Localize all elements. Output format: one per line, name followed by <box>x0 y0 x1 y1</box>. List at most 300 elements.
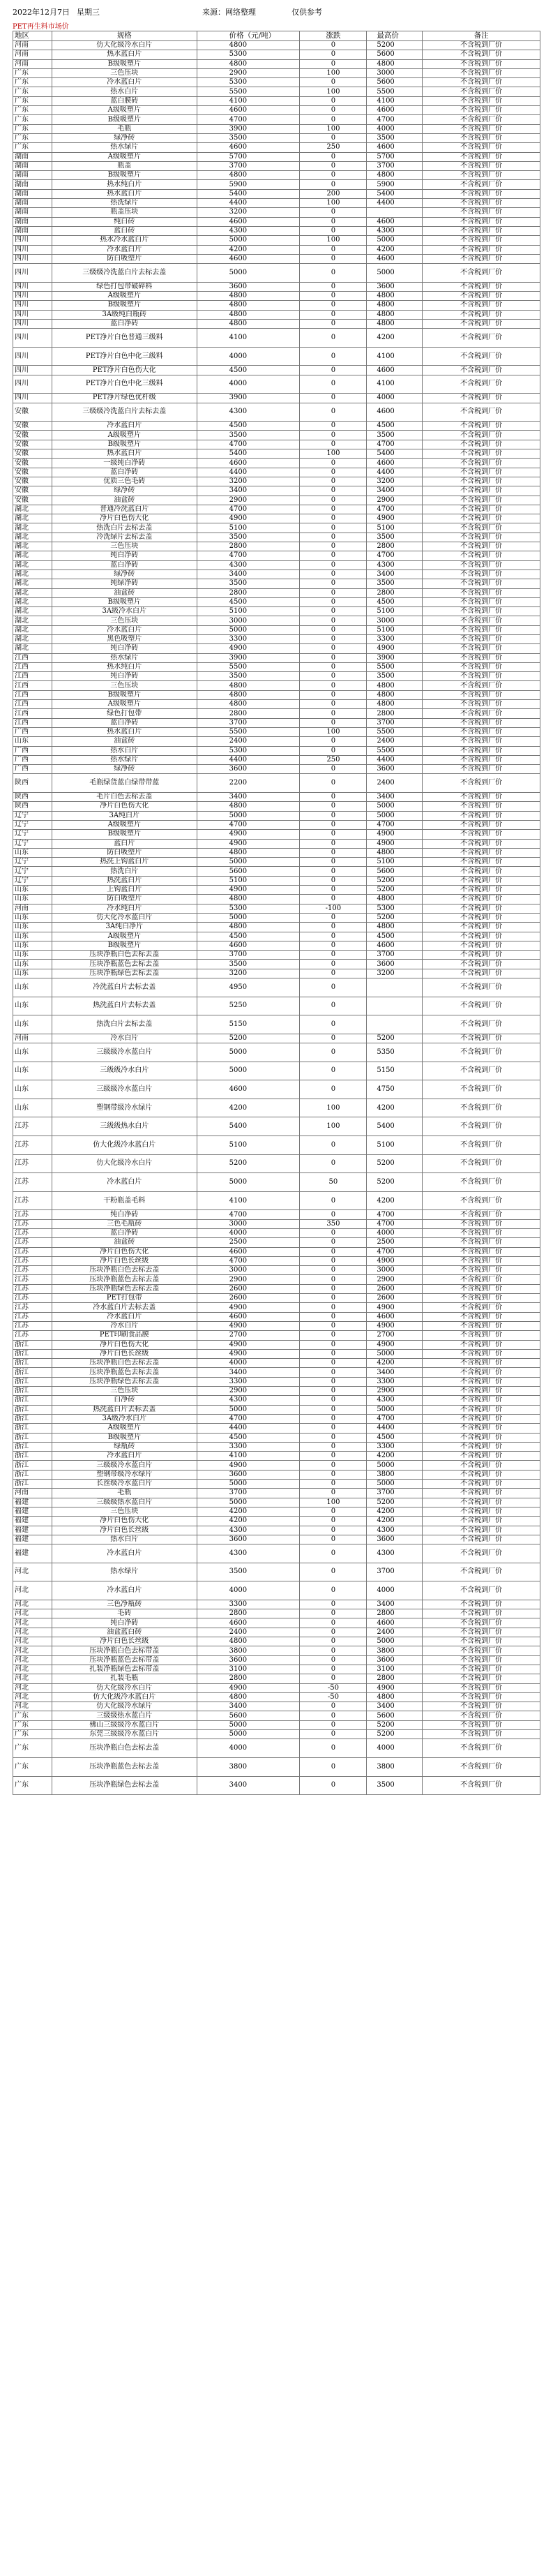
cell-price: 4500 <box>197 422 301 431</box>
cell-max-price: 5100 <box>367 858 423 867</box>
cell-region: 四川 <box>13 394 52 403</box>
cell-spec: 压块净瓶蓝色去标带盖 <box>52 1656 197 1665</box>
cell-change: 0 <box>300 923 367 932</box>
table-row <box>13 904 540 914</box>
cell-max-price: 3400 <box>367 1368 423 1377</box>
table-row <box>13 1443 540 1452</box>
cell-max-price: 2400 <box>367 737 423 746</box>
cell-region: 河北 <box>13 1581 52 1600</box>
cell-region: 四川 <box>13 236 52 245</box>
cell-change: 0 <box>300 1618 367 1628</box>
cell-region: 湖北 <box>13 533 52 542</box>
cell-spec: A级吸塑片 <box>52 153 197 162</box>
cell-region: 江西 <box>13 719 52 728</box>
cell-spec: 冷洗绿片去标去盖 <box>52 533 197 542</box>
table-row <box>13 1331 540 1340</box>
cell-spec: 压块净瓶白色去标去盖 <box>52 951 197 960</box>
table-row <box>13 1220 540 1229</box>
cell-spec: PET打包带 <box>52 1294 197 1303</box>
cell-change: 0 <box>300 440 367 449</box>
cell-change: 0 <box>300 607 367 616</box>
table-row <box>13 765 540 774</box>
cell-remark: 不含税到厂价 <box>423 431 540 440</box>
cell-spec: A级吸塑片 <box>52 821 197 830</box>
cell-region: 四川 <box>13 375 52 394</box>
cell-region: 湖北 <box>13 598 52 607</box>
cell-remark: 不含税到厂价 <box>423 366 540 375</box>
cell-remark: 不含税到厂价 <box>423 106 540 115</box>
cell-max-price: 3400 <box>367 486 423 496</box>
cell-remark: 不含税到厂价 <box>423 1378 540 1387</box>
table-row <box>13 1257 540 1266</box>
cell-spec: 净片白色长丝级 <box>52 1257 197 1266</box>
cell-max-price: 3200 <box>367 969 423 978</box>
cell-change: 0 <box>300 1034 367 1043</box>
cell-price: 5150 <box>197 1015 301 1034</box>
cell-remark: 不含税到厂价 <box>423 1080 540 1099</box>
cell-max-price: 3100 <box>367 1665 423 1674</box>
cell-remark: 不含税到厂价 <box>423 1480 540 1489</box>
cell-spec: B级吸塑片 <box>52 598 197 607</box>
cell-price: 4800 <box>197 301 301 310</box>
cell-price: 4300 <box>197 1396 301 1405</box>
cell-max-price: 3000 <box>367 1266 423 1275</box>
cell-region: 湖北 <box>13 626 52 635</box>
table-row <box>13 1498 540 1507</box>
cell-spec: B级吸塑片 <box>52 60 197 69</box>
cell-spec: 热水蓝白片 <box>52 449 197 459</box>
cell-remark: 不含税到厂价 <box>423 1359 540 1368</box>
cell-remark: 不含税到厂价 <box>423 579 540 588</box>
cell-remark: 不含税到厂价 <box>423 1674 540 1683</box>
cell-spec: 热洗白片 <box>52 867 197 876</box>
table-row <box>13 422 540 431</box>
cell-change: 0 <box>300 1331 367 1340</box>
cell-remark: 不含税到厂价 <box>423 1665 540 1674</box>
cell-max-price: 3200 <box>367 477 423 486</box>
cell-remark: 不含税到厂价 <box>423 700 540 709</box>
cell-remark: 不含税到厂价 <box>423 1275 540 1284</box>
cell-region: 山东 <box>13 951 52 960</box>
cell-remark: 不含税到厂价 <box>423 867 540 876</box>
cell-change: 0 <box>300 626 367 635</box>
cell-max-price: 4800 <box>367 301 423 310</box>
cell-change: 200 <box>300 190 367 199</box>
cell-change: 0 <box>300 774 367 793</box>
cell-spec: 三色净瓶砖 <box>52 1600 197 1609</box>
cell-price: 4900 <box>197 1461 301 1470</box>
table-row <box>13 1544 540 1563</box>
cell-change: 0 <box>300 78 367 87</box>
cell-max-price: 2700 <box>367 1331 423 1340</box>
cell-remark: 不含税到厂价 <box>423 1238 540 1247</box>
cell-remark: 不含税到厂价 <box>423 1396 540 1405</box>
cell-max-price: 4700 <box>367 1248 423 1257</box>
cell-change: 0 <box>300 1322 367 1331</box>
cell-price: 2900 <box>197 69 301 78</box>
cell-max-price: 4000 <box>367 1581 423 1600</box>
cell-price: 2800 <box>197 1609 301 1618</box>
table-body <box>13 41 540 1795</box>
cell-region: 江西 <box>13 672 52 681</box>
cell-price: 3300 <box>197 635 301 644</box>
cell-max-price: 5500 <box>367 663 423 672</box>
cell-region: 浙江 <box>13 1350 52 1359</box>
cell-remark: 不含税到厂价 <box>423 1628 540 1637</box>
cell-remark: 不含税到厂价 <box>423 311 540 320</box>
cell-change: 100 <box>300 125 367 134</box>
cell-spec: 仿大化级冷水蓝白片 <box>52 1693 197 1702</box>
cell-max-price: 4300 <box>367 1526 423 1535</box>
cell-spec: 热水蓝白片 <box>52 50 197 59</box>
cell-region: 辽宁 <box>13 840 52 849</box>
cell-change: 350 <box>300 1220 367 1229</box>
cell-remark: 不含税到厂价 <box>423 375 540 394</box>
cell-max-price: 4300 <box>367 1544 423 1563</box>
cell-region: 山东 <box>13 1062 52 1081</box>
cell-change: 0 <box>300 561 367 570</box>
cell-max-price: 4000 <box>367 1229 423 1238</box>
cell-remark: 不含税到厂价 <box>423 422 540 431</box>
table-row <box>13 1480 540 1489</box>
cell-remark: 不含税到厂价 <box>423 1331 540 1340</box>
cell-max-price: 5000 <box>367 1406 423 1415</box>
table-row <box>13 1656 540 1665</box>
cell-max-price: 4400 <box>367 756 423 765</box>
table-row <box>13 292 540 301</box>
cell-max-price: 5200 <box>367 41 423 50</box>
cell-spec: 冷水蓝白片去标去盖 <box>52 1303 197 1312</box>
cell-max-price: 5700 <box>367 153 423 162</box>
cell-remark: 不含税到厂价 <box>423 737 540 746</box>
cell-change: 0 <box>300 431 367 440</box>
cell-price: 4900 <box>197 830 301 839</box>
cell-price: 3300 <box>197 1600 301 1609</box>
cell-spec: 纯白净砖 <box>52 644 197 653</box>
cell-change: 0 <box>300 1294 367 1303</box>
cell-region: 河北 <box>13 1618 52 1628</box>
cell-price: 3300 <box>197 1378 301 1387</box>
cell-max-price: 4200 <box>367 1517 423 1526</box>
cell-remark: 不含税到厂价 <box>423 1563 540 1582</box>
cell-change: 0 <box>300 283 367 292</box>
cell-max-price <box>367 978 423 997</box>
cell-change: 0 <box>300 672 367 681</box>
cell-region: 江苏 <box>13 1266 52 1275</box>
cell-spec: B级吸塑片 <box>52 941 197 951</box>
table-row <box>13 394 540 403</box>
cell-remark: 不含税到厂价 <box>423 41 540 50</box>
cell-price: 5100 <box>197 877 301 886</box>
cell-max-price: 3600 <box>367 283 423 292</box>
cell-max-price: 4100 <box>367 97 423 106</box>
cell-spec: 冷水蓝白片 <box>52 1581 197 1600</box>
cell-price: 3300 <box>197 1443 301 1452</box>
cell-spec: 3A纯白净片 <box>52 923 197 932</box>
table-row <box>13 728 540 737</box>
cell-price: 4500 <box>197 598 301 607</box>
cell-max-price: 5100 <box>367 607 423 616</box>
cell-change: 0 <box>300 171 367 180</box>
cell-max-price: 3500 <box>367 672 423 681</box>
cell-spec: 热洗白片去标去盖 <box>52 523 197 533</box>
cell-change: 0 <box>300 969 367 978</box>
cell-change: 0 <box>300 644 367 653</box>
cell-max-price: 4600 <box>367 218 423 227</box>
cell-max-price: 5500 <box>367 747 423 756</box>
cell-price: 3500 <box>197 579 301 588</box>
cell-region: 广东 <box>13 143 52 152</box>
cell-region: 江西 <box>13 663 52 672</box>
table-row <box>13 199 540 208</box>
cell-price: 4800 <box>197 849 301 858</box>
cell-max-price: 3500 <box>367 431 423 440</box>
cell-region: 江苏 <box>13 1303 52 1312</box>
cell-remark: 不含税到厂价 <box>423 1173 540 1192</box>
cell-remark: 不含税到厂价 <box>423 830 540 839</box>
cell-region: 山东 <box>13 737 52 746</box>
cell-spec: 冷水纯白片 <box>52 904 197 914</box>
cell-change: 0 <box>300 1489 367 1498</box>
cell-spec: PET净片白色伤大化 <box>52 366 197 375</box>
table-row <box>13 1359 540 1368</box>
table-row <box>13 756 540 765</box>
cell-remark: 不含税到厂价 <box>423 1461 540 1470</box>
cell-region: 江苏 <box>13 1192 52 1211</box>
cell-spec: 白净砖 <box>52 1396 197 1405</box>
cell-region: 江苏 <box>13 1173 52 1192</box>
cell-region: 河北 <box>13 1646 52 1655</box>
cell-spec: 上钩蓝白片 <box>52 886 197 895</box>
cell-change: 0 <box>300 589 367 598</box>
cell-remark: 不含税到厂价 <box>423 115 540 124</box>
cell-max-price: 4700 <box>367 821 423 830</box>
cell-remark: 不含税到厂价 <box>423 199 540 208</box>
cell-remark: 不含税到厂价 <box>423 1387 540 1396</box>
cell-remark: 不含税到厂价 <box>423 1600 540 1609</box>
table-row <box>13 449 540 459</box>
table-row <box>13 1758 540 1777</box>
cell-region: 山东 <box>13 886 52 895</box>
table-row <box>13 840 540 849</box>
cell-change: 0 <box>300 895 367 904</box>
cell-max-price: 4400 <box>367 1424 423 1433</box>
cell-remark: 不含税到厂价 <box>423 728 540 737</box>
cell-price: 5000 <box>197 812 301 821</box>
cell-remark: 不含税到厂价 <box>423 1526 540 1535</box>
cell-price: 4800 <box>197 60 301 69</box>
cell-price: 4600 <box>197 143 301 152</box>
cell-max-price: 5200 <box>367 914 423 923</box>
table-row <box>13 468 540 477</box>
cell-change: 0 <box>300 50 367 59</box>
cell-price: 4800 <box>197 320 301 329</box>
cell-region: 安徽 <box>13 431 52 440</box>
cell-change: 0 <box>300 821 367 830</box>
cell-change: 0 <box>300 1285 367 1294</box>
cell-price: 5000 <box>197 858 301 867</box>
table-row <box>13 1535 540 1544</box>
table-row <box>13 1303 540 1312</box>
cell-change: 0 <box>300 1656 367 1665</box>
cell-region: 江苏 <box>13 1155 52 1174</box>
table-row <box>13 709 540 718</box>
cell-price: 5100 <box>197 1136 301 1155</box>
cell-region: 江苏 <box>13 1313 52 1322</box>
cell-max-price: 3700 <box>367 1489 423 1498</box>
cell-spec: B级吸塑片 <box>52 171 197 180</box>
table-row <box>13 1322 540 1331</box>
cell-max-price: 5100 <box>367 523 423 533</box>
cell-spec: 热洗蓝白片 <box>52 877 197 886</box>
cell-change: 0 <box>300 570 367 579</box>
cell-spec: 三级级冷水白片 <box>52 1062 197 1081</box>
cell-price: 3000 <box>197 616 301 625</box>
cell-remark: 不含税到厂价 <box>423 914 540 923</box>
cell-remark: 不含税到厂价 <box>423 616 540 625</box>
cell-spec: 三级级热水蓝白片 <box>52 1711 197 1720</box>
cell-price: 4800 <box>197 700 301 709</box>
cell-change: 0 <box>300 162 367 171</box>
cell-price: 4700 <box>197 115 301 124</box>
cell-region: 山东 <box>13 1043 52 1062</box>
cell-change: 100 <box>300 87 367 96</box>
cell-remark: 不含税到厂价 <box>423 1192 540 1211</box>
table-row <box>13 125 540 134</box>
cell-price: 5400 <box>197 1117 301 1136</box>
cell-max-price <box>367 1015 423 1034</box>
cell-spec: 蓝白砖 <box>52 227 197 236</box>
cell-price: 5000 <box>197 1173 301 1192</box>
cell-price: 3500 <box>197 960 301 969</box>
cell-remark: 不含税到厂价 <box>423 1117 540 1136</box>
table-row <box>13 403 540 422</box>
table-row <box>13 69 540 78</box>
cell-remark: 不含税到厂价 <box>423 218 540 227</box>
cell-change: 0 <box>300 459 367 468</box>
cell-price: 5100 <box>197 523 301 533</box>
cell-region: 山东 <box>13 1099 52 1118</box>
cell-remark: 不含税到厂价 <box>423 143 540 152</box>
cell-price: 5100 <box>197 607 301 616</box>
cell-change: 0 <box>300 1637 367 1646</box>
cell-price: 4900 <box>197 1350 301 1359</box>
table-row <box>13 440 540 449</box>
cell-region: 安徽 <box>13 468 52 477</box>
cell-max-price: 4800 <box>367 171 423 180</box>
table-row <box>13 607 540 616</box>
cell-max-price: 4900 <box>367 514 423 523</box>
cell-spec: 净片白色长丝级 <box>52 1637 197 1646</box>
cell-max-price: 5000 <box>367 1480 423 1489</box>
cell-remark: 不含税到厂价 <box>423 533 540 542</box>
cell-remark: 不含税到厂价 <box>423 1581 540 1600</box>
cell-spec: 仿大化级冷水白片 <box>52 41 197 50</box>
cell-max-price: 5400 <box>367 1117 423 1136</box>
cell-spec: 瓶盖压块 <box>52 208 197 217</box>
cell-price: 3100 <box>197 1665 301 1674</box>
cell-region: 湖北 <box>13 579 52 588</box>
cell-remark: 不含税到厂价 <box>423 69 540 78</box>
cell-change: 0 <box>300 496 367 505</box>
cell-price: 5200 <box>197 1155 301 1174</box>
cell-region: 广东 <box>13 1730 52 1739</box>
cell-change: -50 <box>300 1693 367 1702</box>
cell-max-price: 4800 <box>367 700 423 709</box>
table-row <box>13 941 540 951</box>
cell-change: 0 <box>300 505 367 514</box>
cell-remark: 不含税到厂价 <box>423 468 540 477</box>
table-row <box>13 951 540 960</box>
table-row <box>13 1517 540 1526</box>
cell-price: 3700 <box>197 719 301 728</box>
cell-max-price: 4900 <box>367 1257 423 1266</box>
cell-remark: 不含税到厂价 <box>423 840 540 849</box>
cell-price: 2200 <box>197 774 301 793</box>
cell-remark: 不含税到厂价 <box>423 681 540 690</box>
cell-region: 广西 <box>13 756 52 765</box>
cell-region: 浙江 <box>13 1396 52 1405</box>
cell-remark: 不含税到厂价 <box>423 134 540 143</box>
cell-remark: 不含税到厂价 <box>423 78 540 87</box>
cell-change: 0 <box>300 115 367 124</box>
cell-price: 4700 <box>197 1415 301 1424</box>
cell-price: 5000 <box>197 1406 301 1415</box>
cell-price: 4300 <box>197 227 301 236</box>
cell-spec: 压块净瓶绿色去标去盖 <box>52 1777 197 1796</box>
cell-price: 4800 <box>197 691 301 700</box>
cell-region: 安徽 <box>13 449 52 459</box>
cell-price: 5250 <box>197 997 301 1016</box>
cell-change: 0 <box>300 1563 367 1582</box>
report-date: 2022年12月7日 <box>13 8 70 17</box>
cell-spec: 压块净瓶蓝色去标去盖 <box>52 1368 197 1377</box>
cell-spec: 热洗上钩蓝白片 <box>52 858 197 867</box>
cell-change: 0 <box>300 914 367 923</box>
cell-max-price: 2800 <box>367 1674 423 1683</box>
cell-spec: B级吸塑片 <box>52 1434 197 1443</box>
cell-spec: 绿净砖 <box>52 765 197 774</box>
cell-region: 四川 <box>13 348 52 366</box>
table-row <box>13 1155 540 1174</box>
table-row <box>13 301 540 310</box>
cell-spec: 热水冷水蓝白片 <box>52 236 197 245</box>
cell-remark: 不含税到厂价 <box>423 765 540 774</box>
cell-change: 0 <box>300 1015 367 1034</box>
cell-change: 0 <box>300 1517 367 1526</box>
cell-region: 江西 <box>13 691 52 700</box>
table-row <box>13 1609 540 1618</box>
cell-max-price: 4750 <box>367 1080 423 1099</box>
cell-max-price: 5200 <box>367 1173 423 1192</box>
table-row <box>13 264 540 283</box>
cell-max-price: 4300 <box>367 227 423 236</box>
table-row <box>13 1117 540 1136</box>
cell-spec: 热洗绿片 <box>52 199 197 208</box>
cell-remark: 不含税到厂价 <box>423 1434 540 1443</box>
cell-change: 0 <box>300 1739 367 1758</box>
table-row <box>13 1693 540 1702</box>
cell-price: 4800 <box>197 311 301 320</box>
cell-change: 100 <box>300 1117 367 1136</box>
cell-change: 250 <box>300 143 367 152</box>
cell-remark: 不含税到厂价 <box>423 1777 540 1796</box>
cell-spec: 塑钢带级冷水绿片 <box>52 1471 197 1480</box>
cell-max-price: 3700 <box>367 162 423 171</box>
cell-remark: 不含税到厂价 <box>423 644 540 653</box>
cell-spec: 防白吸塑片 <box>52 849 197 858</box>
cell-max-price: 4700 <box>367 1210 423 1219</box>
